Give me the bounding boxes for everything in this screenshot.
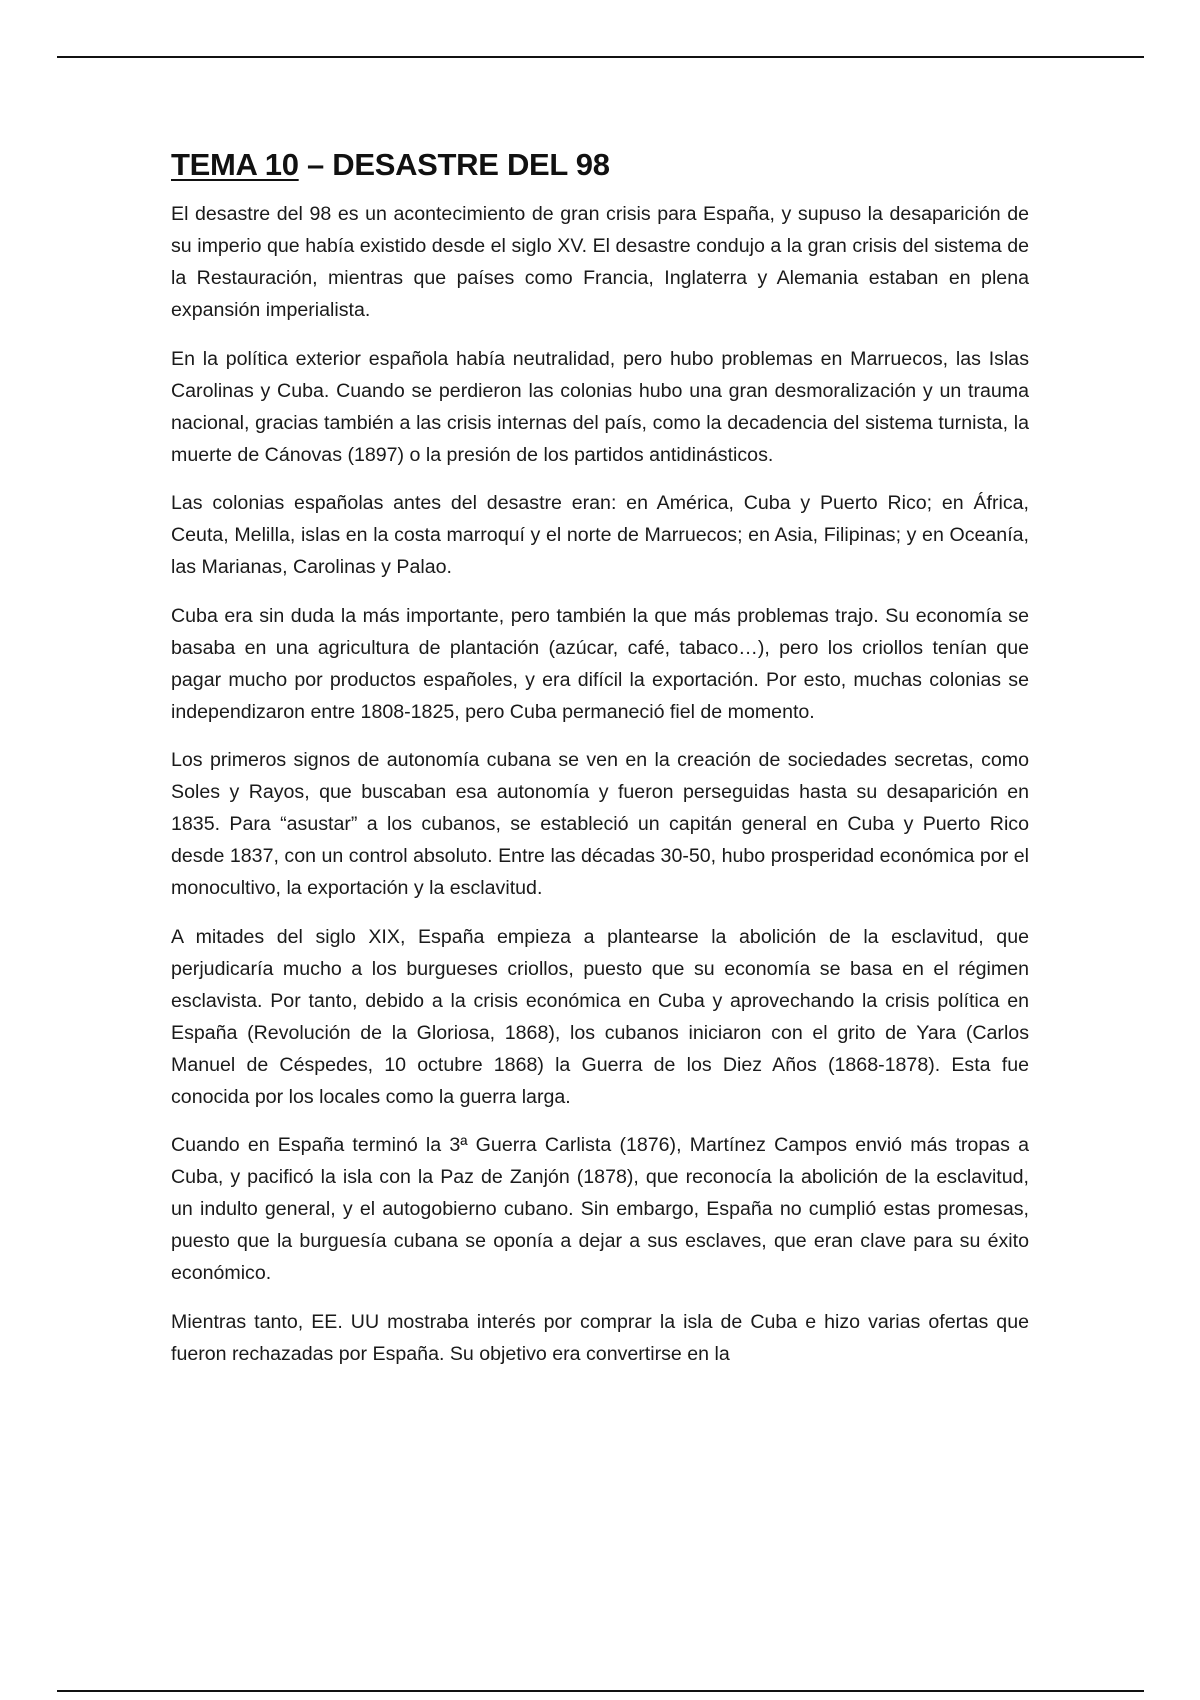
title-topic-number: TEMA 10 bbox=[171, 147, 299, 182]
title-topic-name: – DESASTRE DEL 98 bbox=[298, 147, 610, 182]
bottom-divider bbox=[57, 1690, 1144, 1692]
paragraph-2: En la política exterior española había neutralidad, pero hubo problemas en Marruecos, las Islas Carolinas y Cuba. Cuando se perdieron las colonias hubo una gran desmoralización y un trauma nacional, gracias también a las crisis internas del país, como la decadencia del sistema turnista, la muerte de Cánovas (1897) o la presión de los partidos antidinásticos. bbox=[171, 347, 1029, 466]
paragraph-6: A mitades del siglo XIX, España empieza a plantearse la abolición de la esclavitud, que perjudicaría mucho a los burgueses criollos, puesto que su economía se basa en el régimen esclavista. Por tanto, debido a la crisis económica en Cuba y aprovechando la crisis política en España (Revolución de la Gloriosa, 1868), los cubanos iniciaron con el grito de Yara (Carlos Manuel de Céspedes, 10 octubre 1868) la Guerra de los Diez Años (1868-1878). Esta fue conocida por los locales como la guerra larga. bbox=[171, 925, 1029, 1108]
page-title bbox=[171, 146, 1029, 184]
paragraph-1: El desastre del 98 es un acontecimiento de gran crisis para España, y supuso la desaparición de su imperio que había existido desde el siglo XV. El desastre condujo a la gran crisis del sistema de la Restauración, mientras que países como Francia, Inglaterra y Alemania estaban en plena expansión imperialista. bbox=[171, 203, 1029, 321]
paragraph-7: Cuando en España terminó la 3ª Guerra Carlista (1876), Martínez Campos envió más tropas a Cuba, y pacificó la isla con la Paz de Zanjón (1878), que reconocía la abolición de la esclavitud, un indulto general, y el autogobierno cubano. Sin embargo, España no cumplió estas promesas, puesto que la burguesía cubana se oponía a dejar a sus esclaves, que eran clave para su éxito económico. bbox=[171, 1134, 1029, 1284]
top-divider bbox=[57, 56, 1144, 58]
paragraph-4: Cuba era sin duda la más importante, pero también la que más problemas trajo. Su economía se basaba en una agricultura de plantación (azúcar, café, tabaco…), pero los criollos tenían que pagar mucho por productos españoles, y era difícil la exportación. Por esto, muchas colonias se independizaron entre 1808-1825, pero Cuba permaneció fiel de momento. bbox=[171, 604, 1029, 723]
document-body bbox=[171, 146, 1029, 1386]
paragraph-3: Las colonias españolas antes del desastre eran: en América, Cuba y Puerto Rico; en África, Ceuta, Melilla, islas en la costa marroquí y el norte de Marruecos; en Asia, Filipinas; y en Oceanía, las Marianas, Carolinas y Palao. bbox=[171, 492, 1029, 578]
paragraph-8: Mientras tanto, EE. UU mostraba interés por comprar la isla de Cuba e hizo varias ofertas que fueron rechazadas por España. Su objetivo era convertirse en la bbox=[171, 1310, 1029, 1365]
paragraph-5: Los primeros signos de autonomía cubana se ven en la creación de sociedades secretas, como Soles y Rayos, que buscaban esa autonomía y fueron perseguidas hasta su desaparición en 1835. Para “asustar” a los cubanos, se estableció un capitán general en Cuba y Puerto Rico desde 1837, con un control absoluto. Entre las décadas 30-50, hubo prosperidad económica por el monocultivo, la exportación y la esclavitud. bbox=[171, 749, 1029, 899]
